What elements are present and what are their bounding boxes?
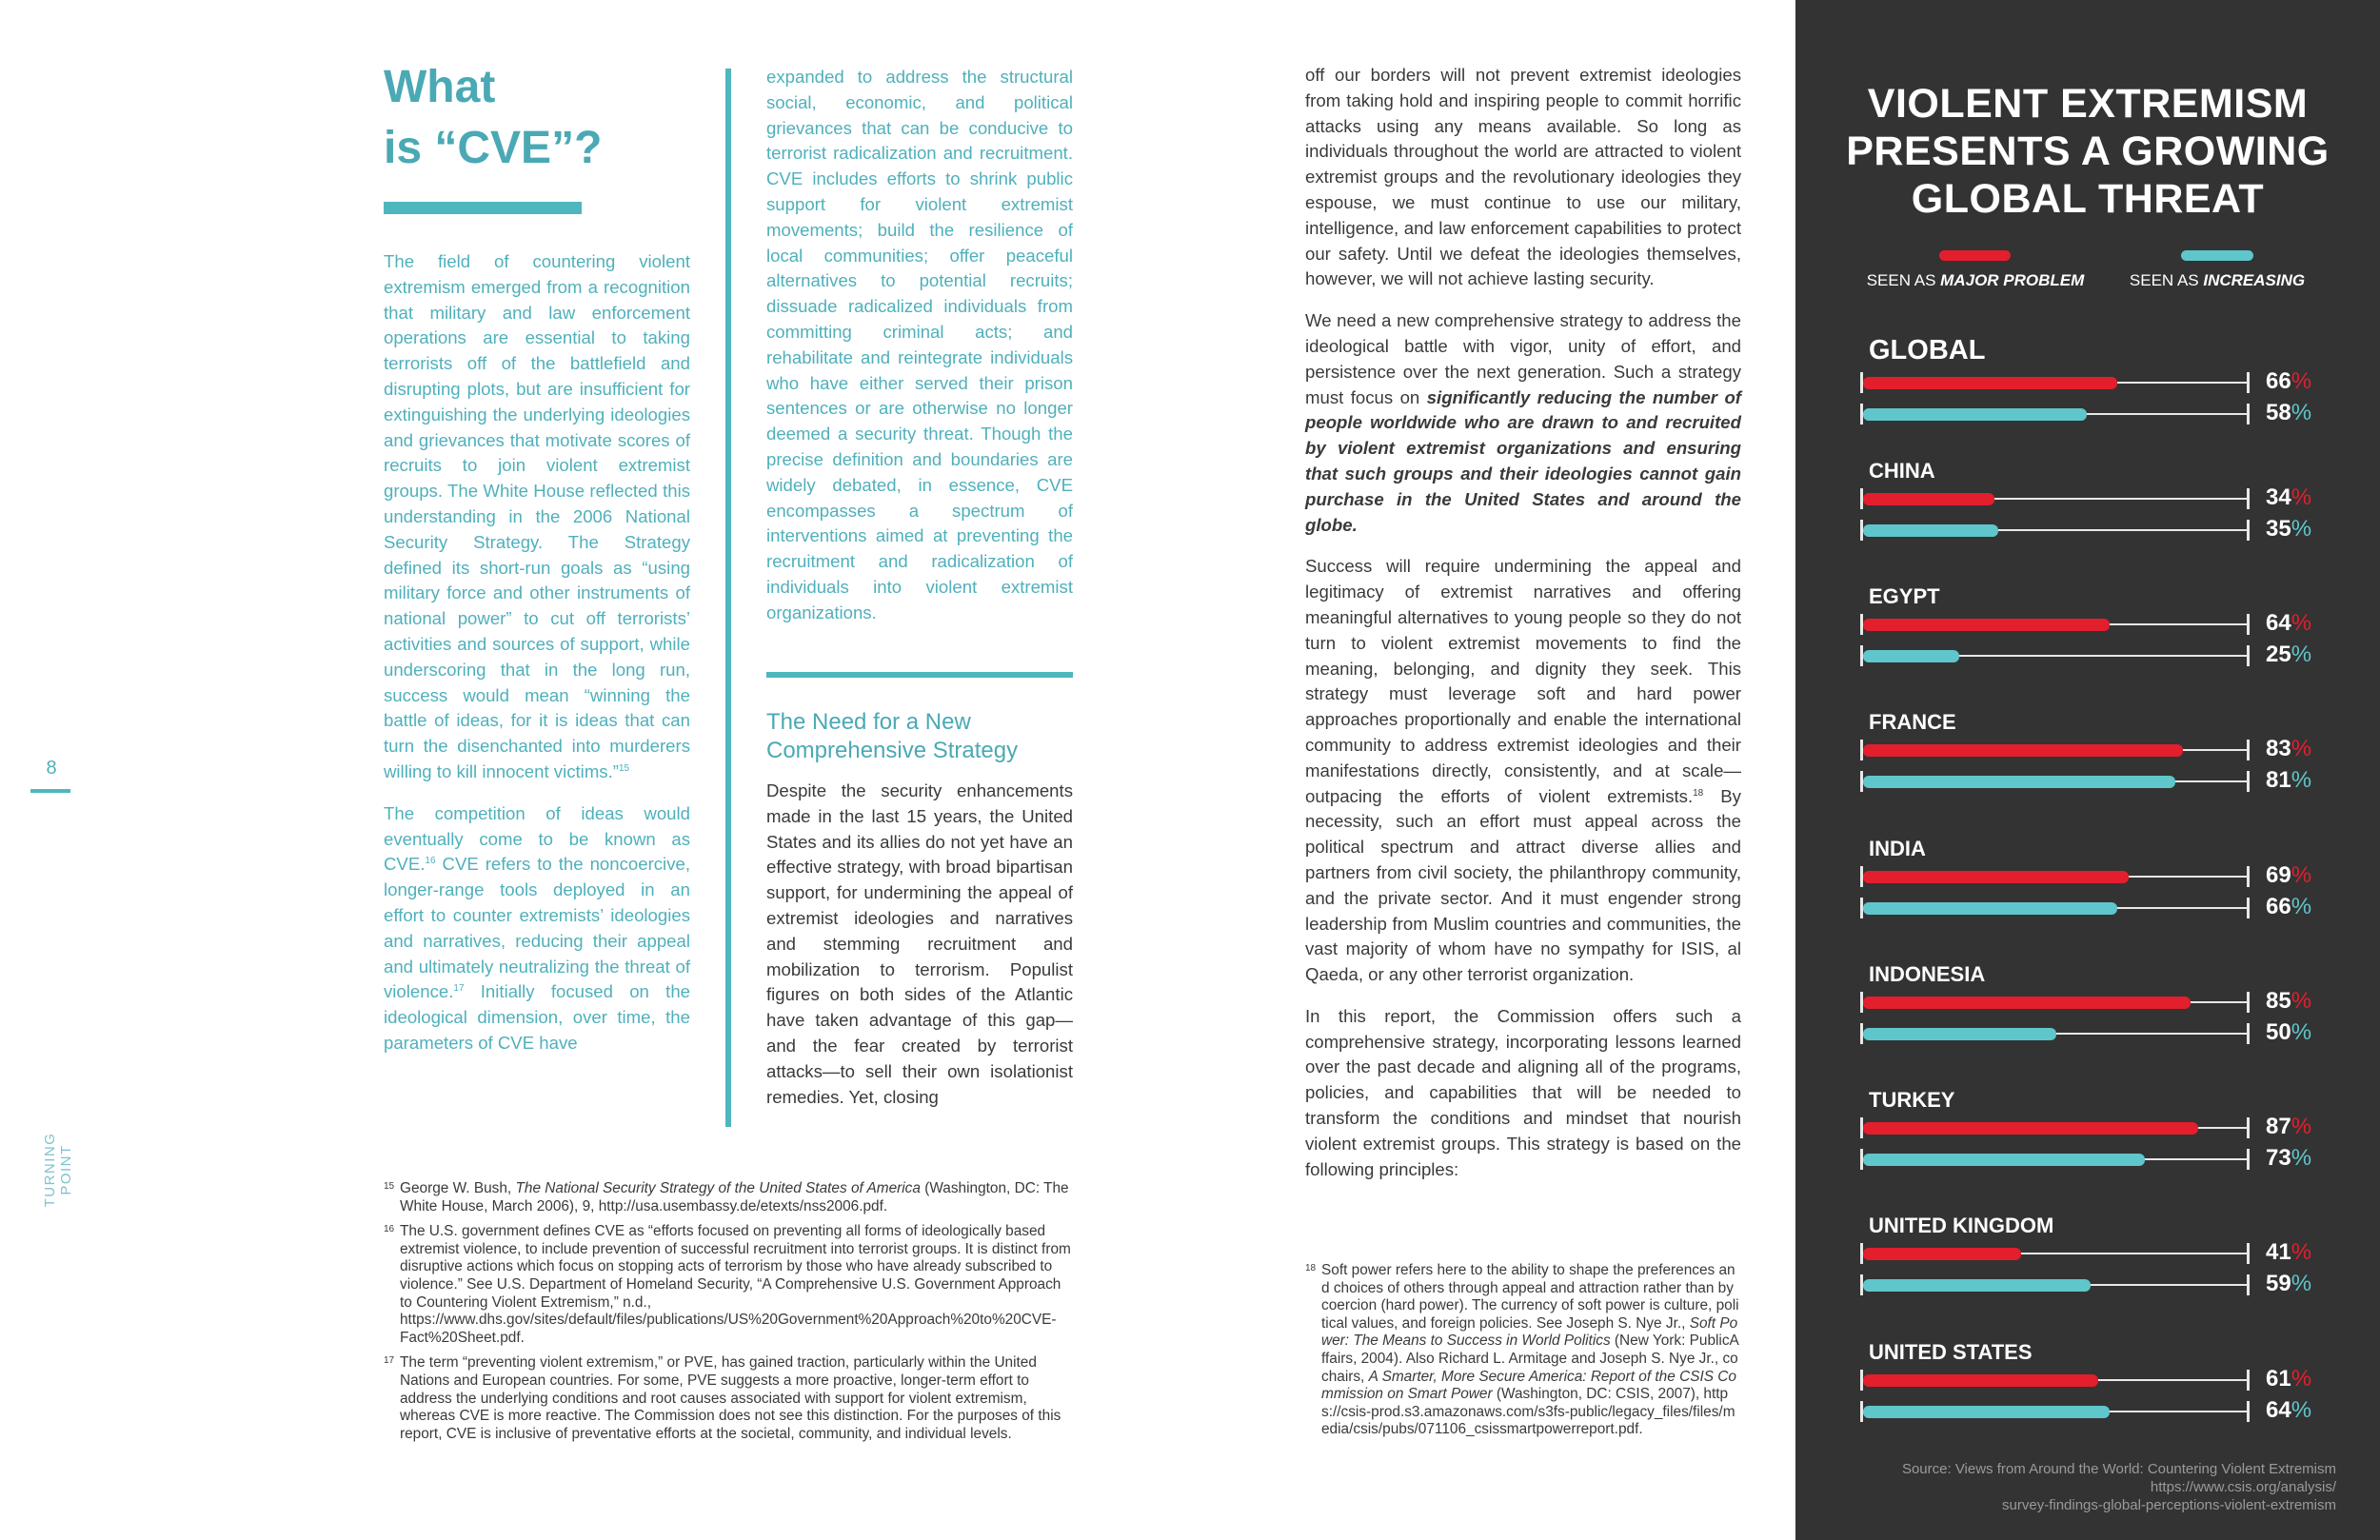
footnote-15 bbox=[384, 1180, 1073, 1215]
bar-major-problem bbox=[1863, 493, 1994, 505]
value-label bbox=[2266, 736, 2323, 762]
value-unit: % bbox=[2291, 1271, 2312, 1296]
paragraph: In this report, the Commission offers such a comprehensive strategy, incorporating lessons learned over the past decade and aligning all of the programs, policies, and capabilities that will be needed to transform the conditions and mindset that nourish violent extremist groups. This strategy is based on the following principles: bbox=[1305, 1005, 1741, 1179]
value-unit: % bbox=[2291, 767, 2312, 793]
value-label bbox=[2266, 1366, 2323, 1392]
value-number: 34 bbox=[2266, 484, 2291, 510]
bar-increasing bbox=[1863, 650, 1959, 662]
track-end-tick bbox=[2247, 404, 2250, 424]
legend-prefix: SEEN AS bbox=[2129, 271, 2204, 289]
track-end-tick bbox=[2247, 1023, 2250, 1044]
value-number: 59 bbox=[2266, 1271, 2291, 1296]
value-number: 83 bbox=[2266, 736, 2291, 761]
value-label bbox=[2266, 988, 2323, 1015]
chart-source bbox=[1803, 1460, 2336, 1514]
paragraph-text: The competition of ideas would eventually come to be known as CVE. bbox=[384, 802, 690, 875]
value-unit: % bbox=[2291, 1019, 2312, 1045]
bar-major-problem bbox=[1863, 619, 2110, 631]
footnote-text: Soft power refers here to the ability to shape the preferences and choices of others through appeal and attraction rather than by coercion (hard power). The currency of soft power is culture, political values, and foreign policies. See Joseph S. Nye Jr., bbox=[1321, 1262, 1739, 1332]
column-3 bbox=[1305, 63, 1741, 1198]
running-title: TURNING POINT bbox=[42, 1132, 74, 1208]
chart-title bbox=[1795, 80, 2380, 223]
section-title-line2: is “CVE”? bbox=[384, 123, 603, 173]
value-label bbox=[2266, 1271, 2323, 1297]
bar-increasing bbox=[1863, 524, 1998, 537]
category-label: INDIA bbox=[1869, 837, 1926, 860]
track-end-tick bbox=[2247, 1401, 2250, 1422]
paragraph-text: CVE refers to the noncoercive, longer-range tools deployed in an effort to counter extremists’ ideologies and narratives, reducing their appeal and ultimately neutralizing the threat of violence. bbox=[384, 854, 690, 1002]
track-end-tick bbox=[2247, 992, 2250, 1013]
bar-major-problem bbox=[1863, 1374, 2098, 1387]
value-unit: % bbox=[2291, 1114, 2312, 1139]
value-number: 64 bbox=[2266, 1397, 2291, 1423]
bar-major-problem bbox=[1863, 1122, 2198, 1135]
footnote-16 bbox=[384, 1223, 1073, 1347]
value-unit: % bbox=[2291, 1397, 2312, 1423]
column-divider bbox=[725, 69, 731, 1127]
track-end-tick bbox=[2247, 645, 2250, 666]
value-label bbox=[2266, 642, 2323, 668]
bar-major-problem bbox=[1863, 871, 2129, 883]
value-label bbox=[2266, 1239, 2323, 1266]
value-number: 64 bbox=[2266, 610, 2291, 636]
track-end-tick bbox=[2247, 614, 2250, 635]
footnotes bbox=[384, 1180, 1073, 1451]
emphasis-text: significantly reducing the number of people worldwide who are drawn to and recruited by violent extremist organizations and ensuring that such groups and their ideologies cannot gain purchase in the United States and around the globe. bbox=[1305, 386, 1741, 535]
paragraph bbox=[384, 801, 690, 1056]
bar-increasing bbox=[1863, 408, 2087, 421]
section-rule bbox=[766, 672, 1073, 678]
paragraph-text: Initially focused on the ideological dimension, over time, the parameters of CVE have bbox=[384, 981, 690, 1053]
category-label: UNITED STATES bbox=[1869, 1340, 2033, 1364]
value-number: 81 bbox=[2266, 767, 2291, 793]
source-line: Source: Views from Around the World: Countering Violent Extremism bbox=[1901, 1461, 2336, 1477]
legend-swatch-major-problem bbox=[1939, 250, 2011, 261]
bar-major-problem bbox=[1863, 997, 2191, 1009]
paragraph-text: By necessity, such an effort must appeal across the political spectrum and attract diverse allies and partners from civil society, the philanthropy community, and the private sector. And it must engender strong leadership from Muslim countries and communities, the vast majority of whom have no sympathy for ISIS, al Qaeda, or any other terrorist organization. bbox=[1305, 785, 1741, 985]
value-unit: % bbox=[2291, 862, 2312, 888]
footnote bbox=[1305, 1262, 1741, 1439]
value-number: 87 bbox=[2266, 1114, 2291, 1139]
value-number: 69 bbox=[2266, 862, 2291, 888]
column-1 bbox=[384, 249, 690, 1073]
track-end-tick bbox=[2247, 1274, 2250, 1295]
section-title-line1: What bbox=[384, 62, 496, 112]
bar-increasing bbox=[1863, 1028, 2056, 1040]
footnote-title: A Smarter, More Secure America: Report of the CSIS Commission on Smart Power bbox=[1321, 1368, 1736, 1403]
page-number-underline bbox=[30, 789, 70, 793]
footnote-number: 18 bbox=[1305, 1263, 1317, 1273]
footnote-18 bbox=[1305, 1262, 1741, 1447]
category-label: GLOBAL bbox=[1869, 335, 1986, 365]
footnote-number: 15 bbox=[384, 1181, 395, 1192]
track-end-tick bbox=[2247, 1149, 2250, 1170]
category-label: INDONESIA bbox=[1869, 962, 1986, 986]
bar-increasing bbox=[1863, 1279, 2091, 1292]
legend-swatch-increasing bbox=[2181, 250, 2253, 261]
legend-label-increasing bbox=[2093, 271, 2341, 290]
footnote-text: The term “preventing violent extremism,” or PVE, has gained traction, particularly within the United Nations and European countries. For some, PVE suggests a more proactive, longer-term effort to address the underlying conditions and root causes associated with support for violent extremism, whereas CVE is more reactive. The Commission does not see this distinction. For the purposes of this report, CVE is inclusive of preventative efforts at the societal, community, and individual levels. bbox=[400, 1354, 1061, 1442]
value-label bbox=[2266, 1019, 2323, 1046]
bar-increasing bbox=[1863, 776, 2175, 788]
footnote-17 bbox=[384, 1354, 1073, 1443]
paragraph: expanded to address the structural social, economic, and political grievances that can be conducive to terrorist radicalization and recruitment. CVE includes efforts to shrink public support for violent extremist movements; build the resilience of local communities; offer peaceful alternatives to potential recruits; dissuade radicalized individuals from committing criminal acts; and rehabilitate and reintegrate individuals who have either served their prison sentences or are otherwise no longer deemed a security threat. Though the precise definition and boundaries are widely debated, in essence, CVE encompasses a spectrum of interventions aimed at preventing the recruitment and radicalization of individuals into violent extremist organizations. bbox=[766, 67, 1073, 622]
value-label bbox=[2266, 484, 2323, 511]
bar-major-problem bbox=[1863, 377, 2117, 389]
value-unit: % bbox=[2291, 484, 2312, 510]
value-label bbox=[2266, 894, 2323, 920]
paragraph bbox=[384, 249, 690, 785]
bar-major-problem bbox=[1863, 744, 2183, 757]
footnote-text: (Washington, DC: The White House, March 2006), 9, http://usa.usembassy.de/etexts/nss2006.pdf. bbox=[400, 1180, 1069, 1214]
value-number: 25 bbox=[2266, 642, 2291, 667]
track-end-tick bbox=[2247, 866, 2250, 887]
footnote-text: George W. Bush, bbox=[400, 1180, 516, 1196]
bar-increasing bbox=[1863, 1406, 2110, 1418]
bar-major-problem bbox=[1863, 1248, 2021, 1260]
value-unit: % bbox=[2291, 1366, 2312, 1392]
value-label bbox=[2266, 1397, 2323, 1424]
track-end-tick bbox=[2247, 740, 2250, 760]
value-number: 61 bbox=[2266, 1366, 2291, 1392]
track-end-tick bbox=[2247, 1370, 2250, 1391]
value-number: 50 bbox=[2266, 1019, 2291, 1045]
chart-title-line: PRESENTS A GROWING bbox=[1846, 128, 2330, 174]
value-number: 66 bbox=[2266, 368, 2291, 394]
value-label bbox=[2266, 368, 2323, 395]
paragraph-text: Success will require undermining the appeal and legitimacy of extremist narratives and offering meaningful alternatives to young people so they do not turn to violent extremist movements to find the meaning, belonging, and dignity they seek. This strategy must leverage soft and hard power approaches proportionally and enable the international community to address extremist ideologies and their manifestations directly, consistently, and at scale—outpacing the efforts of violent extremists. bbox=[1305, 556, 1741, 806]
paragraph bbox=[1305, 554, 1741, 988]
column-2-top bbox=[766, 65, 1073, 642]
value-label bbox=[2266, 400, 2323, 426]
title-underline bbox=[384, 202, 582, 214]
chart-title-line: GLOBAL THREAT bbox=[1911, 176, 2265, 222]
track-end-tick bbox=[2247, 520, 2250, 541]
category-label: UNITED KINGDOM bbox=[1869, 1214, 2054, 1237]
section-title bbox=[384, 57, 688, 179]
value-unit: % bbox=[2291, 894, 2312, 919]
value-unit: % bbox=[2291, 736, 2312, 761]
value-label bbox=[2266, 516, 2323, 543]
footnote-text: (Washington, DC: CSIS, 2007), https://csis-prod.s3.amazonaws.com/s3fs-public/legacy_files/files/media/csis/pubs/071106_csissmartpowerreport.pdf. bbox=[1321, 1386, 1735, 1438]
source-line: https://www.csis.org/analysis/ bbox=[2150, 1479, 2336, 1495]
footnote-title: Soft Power: The Means to Success in World Politics bbox=[1321, 1314, 1738, 1350]
value-unit: % bbox=[2291, 368, 2312, 394]
paragraph: Despite the security enhancements made in the last 15 years, the United States and its allies do not yet have an effective strategy, with broad bipartisan support, for undermining the appeal of extremist ideologies and narratives and stemming recruitment and mobilization to terrorism. Populist figures on both sides of the Atlantic have taken advantage of this gap—and the fear created by terrorist attacks—to sell their own isolationist remedies. Yet, closing bbox=[766, 780, 1073, 1107]
value-unit: % bbox=[2291, 516, 2312, 542]
footnote-ref: 16 bbox=[425, 856, 436, 867]
value-label bbox=[2266, 767, 2323, 794]
footnote-text: The U.S. government defines CVE as “efforts focused on preventing all forms of ideologically based extremist violence, to include prevention of successful recruitment into terrorist groups. It is distinct from disruptive actions which focus on stopping acts of terrorism by those who have already subscribed to violence.” See U.S. Department of Homeland Security, “A Comprehensive U.S. Government Approach to Countering Violent Extremism,” n.d., https://www.dhs.gov/sites/default/files/publications/US%20Government%20Approach%20to%20CVE-Fact%20Sheet.pdf. bbox=[400, 1223, 1071, 1346]
legend-emphasis: INCREASING bbox=[2203, 271, 2306, 289]
value-unit: % bbox=[2291, 1145, 2312, 1171]
bar-increasing bbox=[1863, 902, 2117, 915]
column-2-bottom bbox=[766, 779, 1073, 1126]
value-unit: % bbox=[2291, 610, 2312, 636]
paragraph-text: The field of countering violent extremism emerged from a recognition that military and law enforcement operations are essential to taking terrorists off of the battlefield and disrupting plots, but are insufficient for extinguishing the underlying ideologies and grievances that motivate scores of recruits to join violent extremist groups. The White House reflected this understanding in the 2006 National Security Strategy. The Strategy defined its short-run goals as “using military force and other instruments of national power” to cut off terrorists’ activities and sources of support, while underscoring that in the long run, success would mean “winning the battle of ideas, for it is ideas that can turn the disenchanted into murderers willing to kill innocent victims.” bbox=[384, 251, 690, 781]
footnote-ref: 15 bbox=[618, 762, 630, 774]
track-end-tick bbox=[2247, 898, 2250, 918]
legend-label-major-problem bbox=[1852, 271, 2099, 290]
value-number: 58 bbox=[2266, 400, 2291, 425]
footnote-title: The National Security Strategy of the United States of America bbox=[515, 1180, 921, 1196]
value-number: 73 bbox=[2266, 1145, 2291, 1171]
track-end-tick bbox=[2247, 488, 2250, 509]
category-label: TURKEY bbox=[1869, 1088, 1955, 1112]
value-label bbox=[2266, 1145, 2323, 1172]
value-unit: % bbox=[2291, 400, 2312, 425]
value-number: 35 bbox=[2266, 516, 2291, 542]
footnote-text: (New York: PublicAffairs, 2004). Also Richard L. Armitage and Joseph S. Nye Jr., cochairs, bbox=[1321, 1333, 1739, 1385]
value-number: 85 bbox=[2266, 988, 2291, 1014]
paragraph bbox=[1305, 308, 1741, 538]
track-end-tick bbox=[2247, 1117, 2250, 1138]
track-end-tick bbox=[2247, 372, 2250, 393]
track-end-tick bbox=[2247, 1243, 2250, 1264]
value-unit: % bbox=[2291, 642, 2312, 667]
category-label: CHINA bbox=[1869, 459, 1935, 483]
bar-increasing bbox=[1863, 1154, 2145, 1166]
category-label: EGYPT bbox=[1869, 584, 1940, 608]
footnote-number: 16 bbox=[384, 1224, 395, 1235]
source-line: survey-findings-global-perceptions-violent-extremism bbox=[2002, 1497, 2336, 1513]
value-unit: % bbox=[2291, 988, 2312, 1014]
value-number: 41 bbox=[2266, 1239, 2291, 1265]
category-label: FRANCE bbox=[1869, 710, 1956, 734]
footnote-ref: 17 bbox=[453, 983, 465, 995]
track-end-tick bbox=[2247, 771, 2250, 792]
value-label bbox=[2266, 1114, 2323, 1140]
legend-emphasis: MAJOR PROBLEM bbox=[1940, 271, 2085, 289]
footnote-ref: 18 bbox=[1693, 787, 1704, 799]
page-number: 8 bbox=[46, 758, 57, 779]
subheading: The Need for a New Comprehensive Strategy bbox=[766, 709, 1019, 763]
paragraph: off our borders will not prevent extremist ideologies from taking hold and inspiring people to commit horrific attacks using any means available. So long as individuals throughout the world are attracted to violent extremist groups and the revolutionary ideologies they espouse, we must continue to use our military, intelligence, and law enforcement capabilities to protect our safety. Until we defeat the ideologies themselves, however, we will not achieve lasting security. bbox=[1305, 65, 1741, 289]
value-label bbox=[2266, 862, 2323, 889]
value-unit: % bbox=[2291, 1239, 2312, 1265]
footnote-number: 17 bbox=[384, 1355, 395, 1367]
value-label bbox=[2266, 610, 2323, 637]
paragraph-text: We need a new comprehensive strategy to address the ideological battle with vigor, unity of effort, and persistence over the next generation. Such a strategy must focus on bbox=[1305, 310, 1741, 407]
value-number: 66 bbox=[2266, 894, 2291, 919]
chart-title-line: VIOLENT EXTREMISM bbox=[1867, 81, 2309, 127]
legend-prefix: SEEN AS bbox=[1866, 271, 1941, 289]
